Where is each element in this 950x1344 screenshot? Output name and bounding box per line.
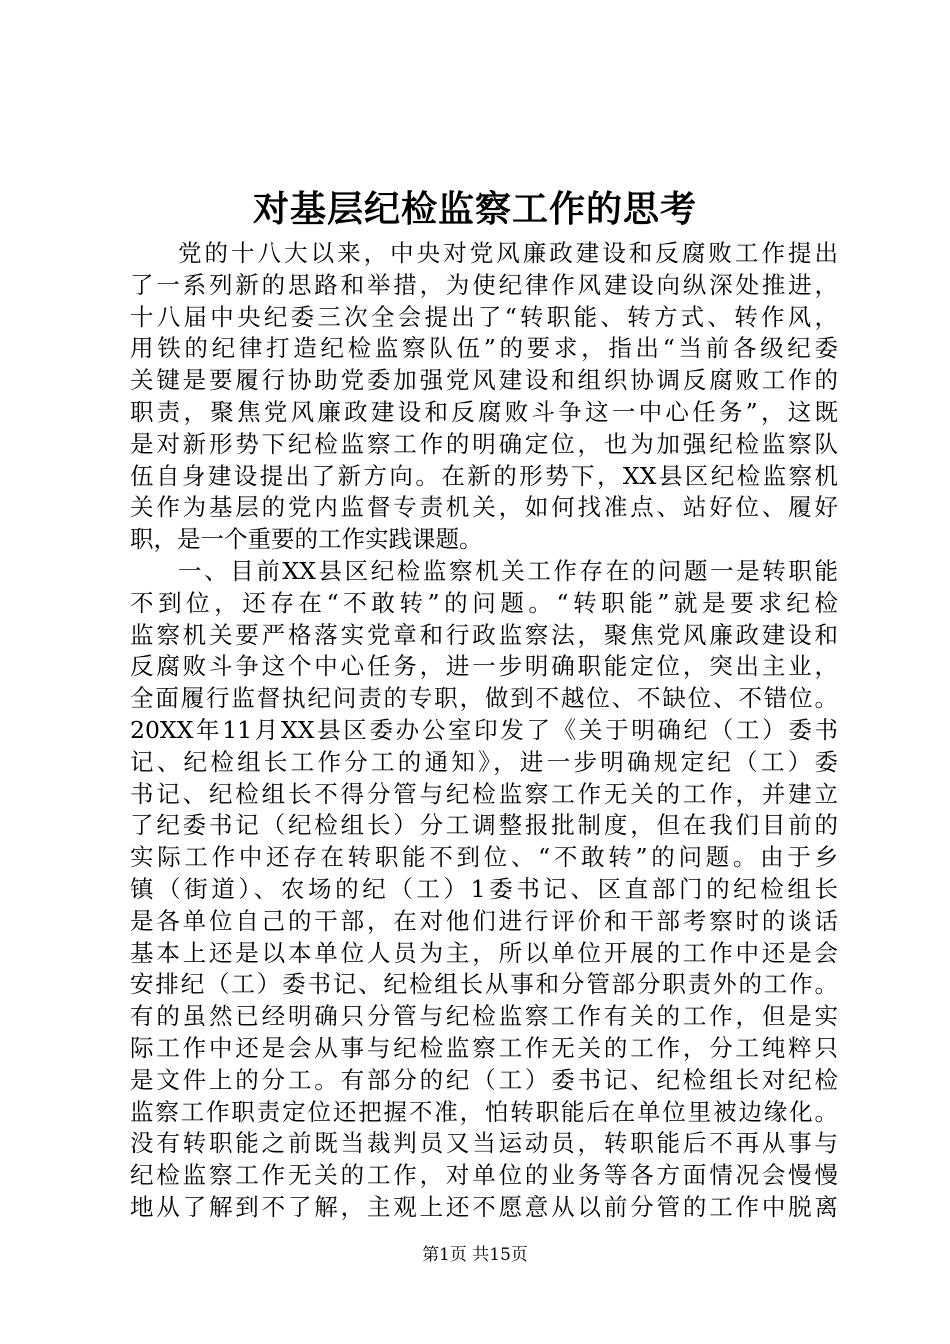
body-line: 是文件上的分工。有部分的纪（工）委书记、纪检组长对纪检: [130, 1065, 838, 1094]
body-line: 没有转职能之前既当裁判员又当运动员，转职能后不再从事与: [130, 1129, 838, 1158]
body-line: 安排纪（工）委书记、纪检组长从事和分管部分职责外的工作。: [130, 970, 838, 999]
body-line: 反腐败斗争这个中心任务，进一步明确职能定位，突出主业，: [130, 652, 838, 681]
body-line: 20XX年11月XX县区委办公室印发了《关于明确纪（工）委书: [130, 715, 838, 744]
body-line: 用铁的纪律打造纪检监察队伍”的要求，指出“当前各级纪委: [130, 334, 838, 363]
body-line: 镇（街道）、农场的纪（工）1委书记、区直部门的纪检组长: [130, 874, 838, 903]
body-line: 际工作中还是会从事与纪检监察工作无关的工作，分工纯粹只: [130, 1033, 838, 1062]
document-title: 对基层纪检监察工作的思考: [252, 188, 697, 230]
body-line: 一、目前XX县区纪检监察机关工作存在的问题一是转职能: [178, 556, 838, 585]
body-line: 监察工作职责定位还把握不准，怕转职能后在单位里被边缘化。: [130, 1097, 838, 1126]
body-line: 了一系列新的思路和举措，为使纪律作风建设向纵深处推进，: [130, 270, 838, 299]
body-line: 基本上还是以本单位人员为主，所以单位开展的工作中还是会: [130, 938, 838, 967]
body-line: 关键是要履行协助党委加强党风建设和组织协调反腐败工作的: [130, 366, 838, 395]
body-line: 关作为基层的党内监督专责机关，如何找准点、站好位、履好: [130, 493, 838, 522]
body-line: 是对新形势下纪检监察工作的明确定位，也为加强纪检监察队: [130, 429, 838, 458]
body-line: 伍自身建设提出了新方向。在新的形势下，XX县区纪检监察机: [130, 461, 838, 490]
document-body: [130, 238, 838, 1224]
body-line: 监察机关要严格落实党章和行政监察法，聚焦党风廉政建设和: [130, 620, 838, 649]
body-line: 全面履行监督执纪问责的专职，做到不越位、不缺位、不错位。: [130, 684, 838, 713]
body-line: 是各单位自己的干部，在对他们进行评价和干部考察时的谈话: [130, 906, 838, 935]
body-line: 十八届中央纪委三次全会提出了“转职能、转方式、转作风，: [130, 302, 838, 331]
body-line: 职，是一个重要的工作实践课题。: [130, 525, 483, 554]
body-line: 了纪委书记（纪检组长）分工调整报批制度，但在我们目前的: [130, 811, 838, 840]
body-line: 有的虽然已经明确只分管与纪检监察工作有关的工作，但是实: [130, 1002, 838, 1031]
body-line: 职责，聚焦党风廉政建设和反腐败斗争这一中心任务”，这既: [130, 397, 838, 426]
body-line: 党的十八大以来，中央对党风廉政建设和反腐败工作提出: [178, 239, 838, 267]
body-line: 书记、纪检组长不得分管与纪检监察工作无关的工作，并建立: [130, 779, 838, 808]
page-number-footer: 第1页 共15页: [422, 1245, 528, 1265]
body-line: 实际工作中还存在转职能不到位、“不敢转”的问题。由于乡: [130, 843, 838, 872]
body-line: 不到位，还存在“不敢转”的问题。“转职能”就是要求纪检: [130, 588, 838, 617]
body-line: 纪检监察工作无关的工作，对单位的业务等各方面情况会慢慢: [130, 1161, 838, 1190]
body-line: 记、纪检组长工作分工的通知》，进一步明确规定纪（工）委: [130, 747, 838, 776]
body-line: 地从了解到不了解，主观上还不愿意从以前分管的工作中脱离: [130, 1192, 838, 1221]
